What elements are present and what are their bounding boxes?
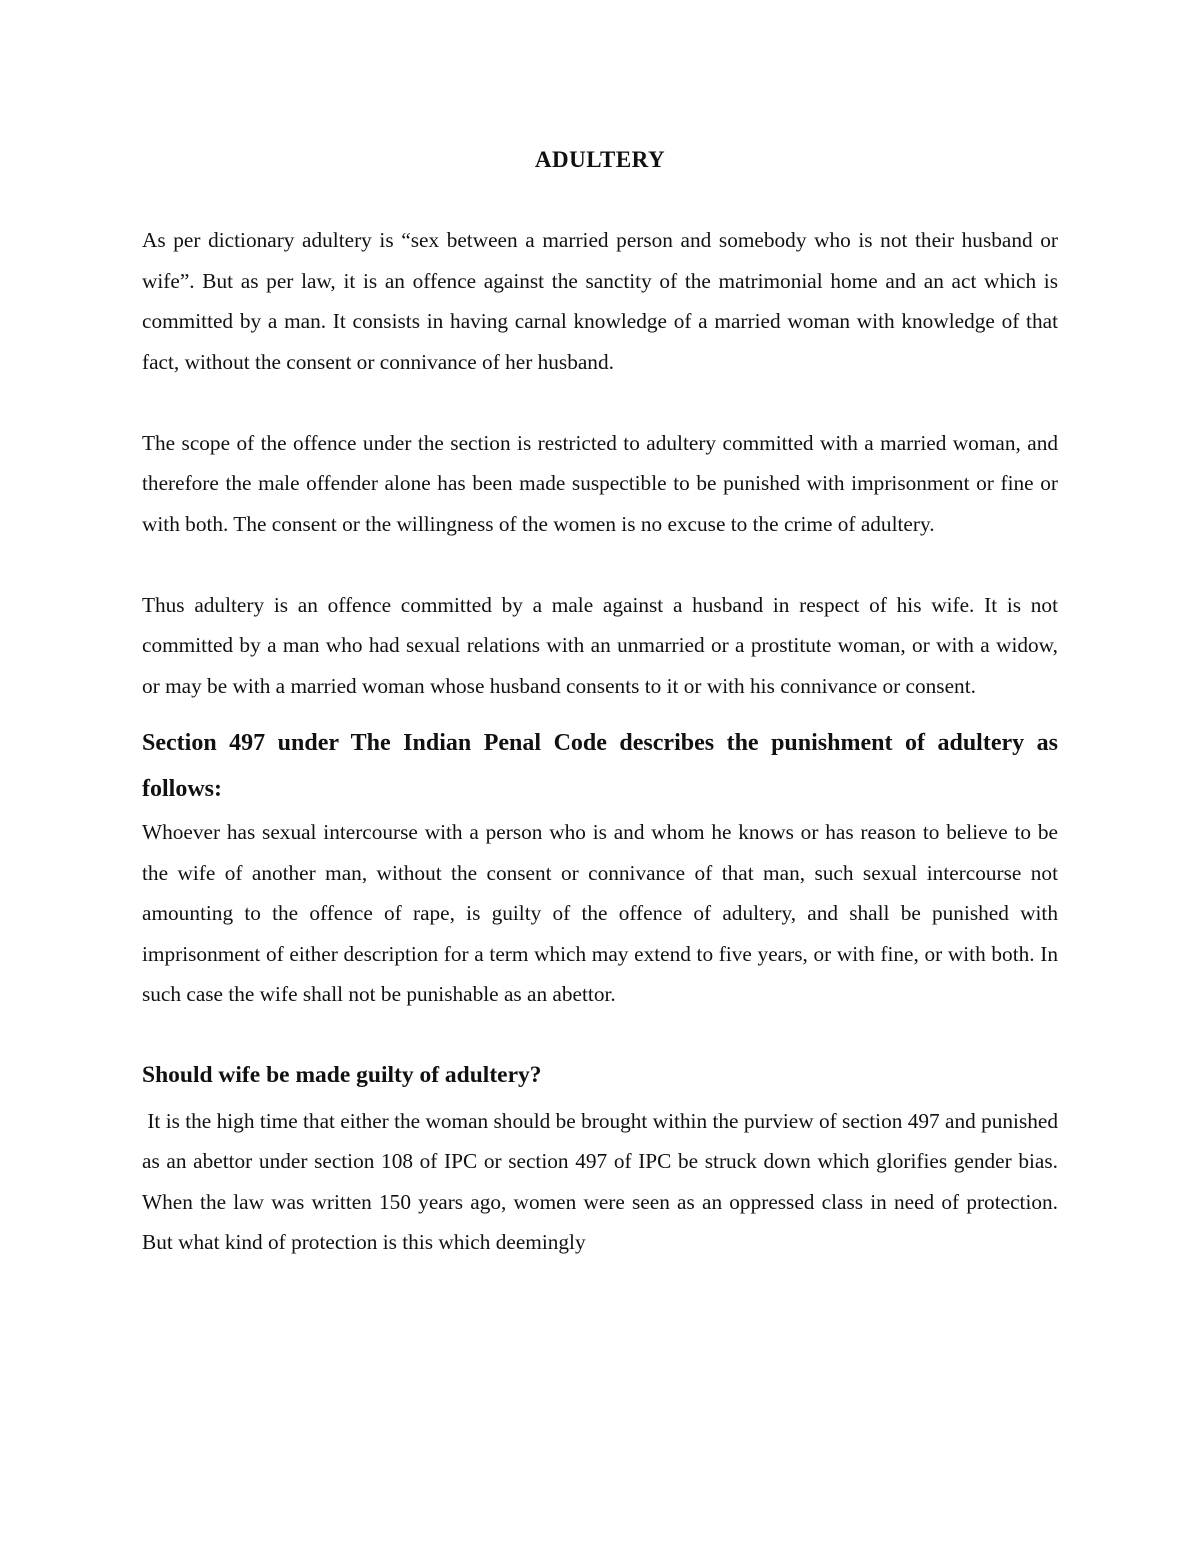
section-497-text: Whoever has sexual intercourse with a person who is and whom he knows or has reason to believe to be the wife of another man, without the consent or connivance of that man, such sexual intercourse not amounting to the offence of rape, is guilty of the offence of adultery, and shall be punished with imprisonment of either description for a term which may extend to five years, or with fine, or with both. In such case the wife shall not be punishable as an abettor. bbox=[142, 820, 1058, 1006]
document-title: ADULTERY bbox=[534, 147, 666, 172]
wife-guilty-text: It is the high time that either the woman should be brought within the purview of section 497 and punished as an abettor under section 108 of IPC or section 497 of IPC be struck down which glorifies gender bias. When the law was written 150 years ago, women were seen as an oppressed class in need of protection. But what kind of protection is this which deemingly bbox=[142, 1108, 1064, 1254]
section-497-heading: Section 497 under The Indian Penal Code describes the punishment of adultery as follows: bbox=[142, 730, 1058, 802]
paragraph-scope: The scope of the offence under the section is restricted to adultery committed with a married woman, and therefore the male offender alone has been made suspectible to be punished with imprisonment or fine or with both. The consent or the willingness of the women is no excuse to the crime of adultery. bbox=[142, 430, 1058, 536]
paragraph-committed-by-male: Thus adultery is an offence committed by a male against a husband in respect of his wife. It is not committed by a man who had sexual relations with an unmarried or a prostitute woman, or with a widow, or may be with a married woman whose husband consents to it or with his connivance or consent. bbox=[142, 592, 1058, 698]
document-page bbox=[142, 140, 1064, 1263]
wife-guilty-heading: Should wife be made guilty of adultery? bbox=[142, 1061, 542, 1088]
paragraph-definition: As per dictionary adultery is “sex between a married person and somebody who is not their husband or wife”. But as per law, it is an offence against the sanctity of the matrimonial home and an act which is committed by a man. It consists in having carnal knowledge of a married woman with knowledge of that fact, without the consent or connivance of her husband. bbox=[142, 228, 1058, 374]
